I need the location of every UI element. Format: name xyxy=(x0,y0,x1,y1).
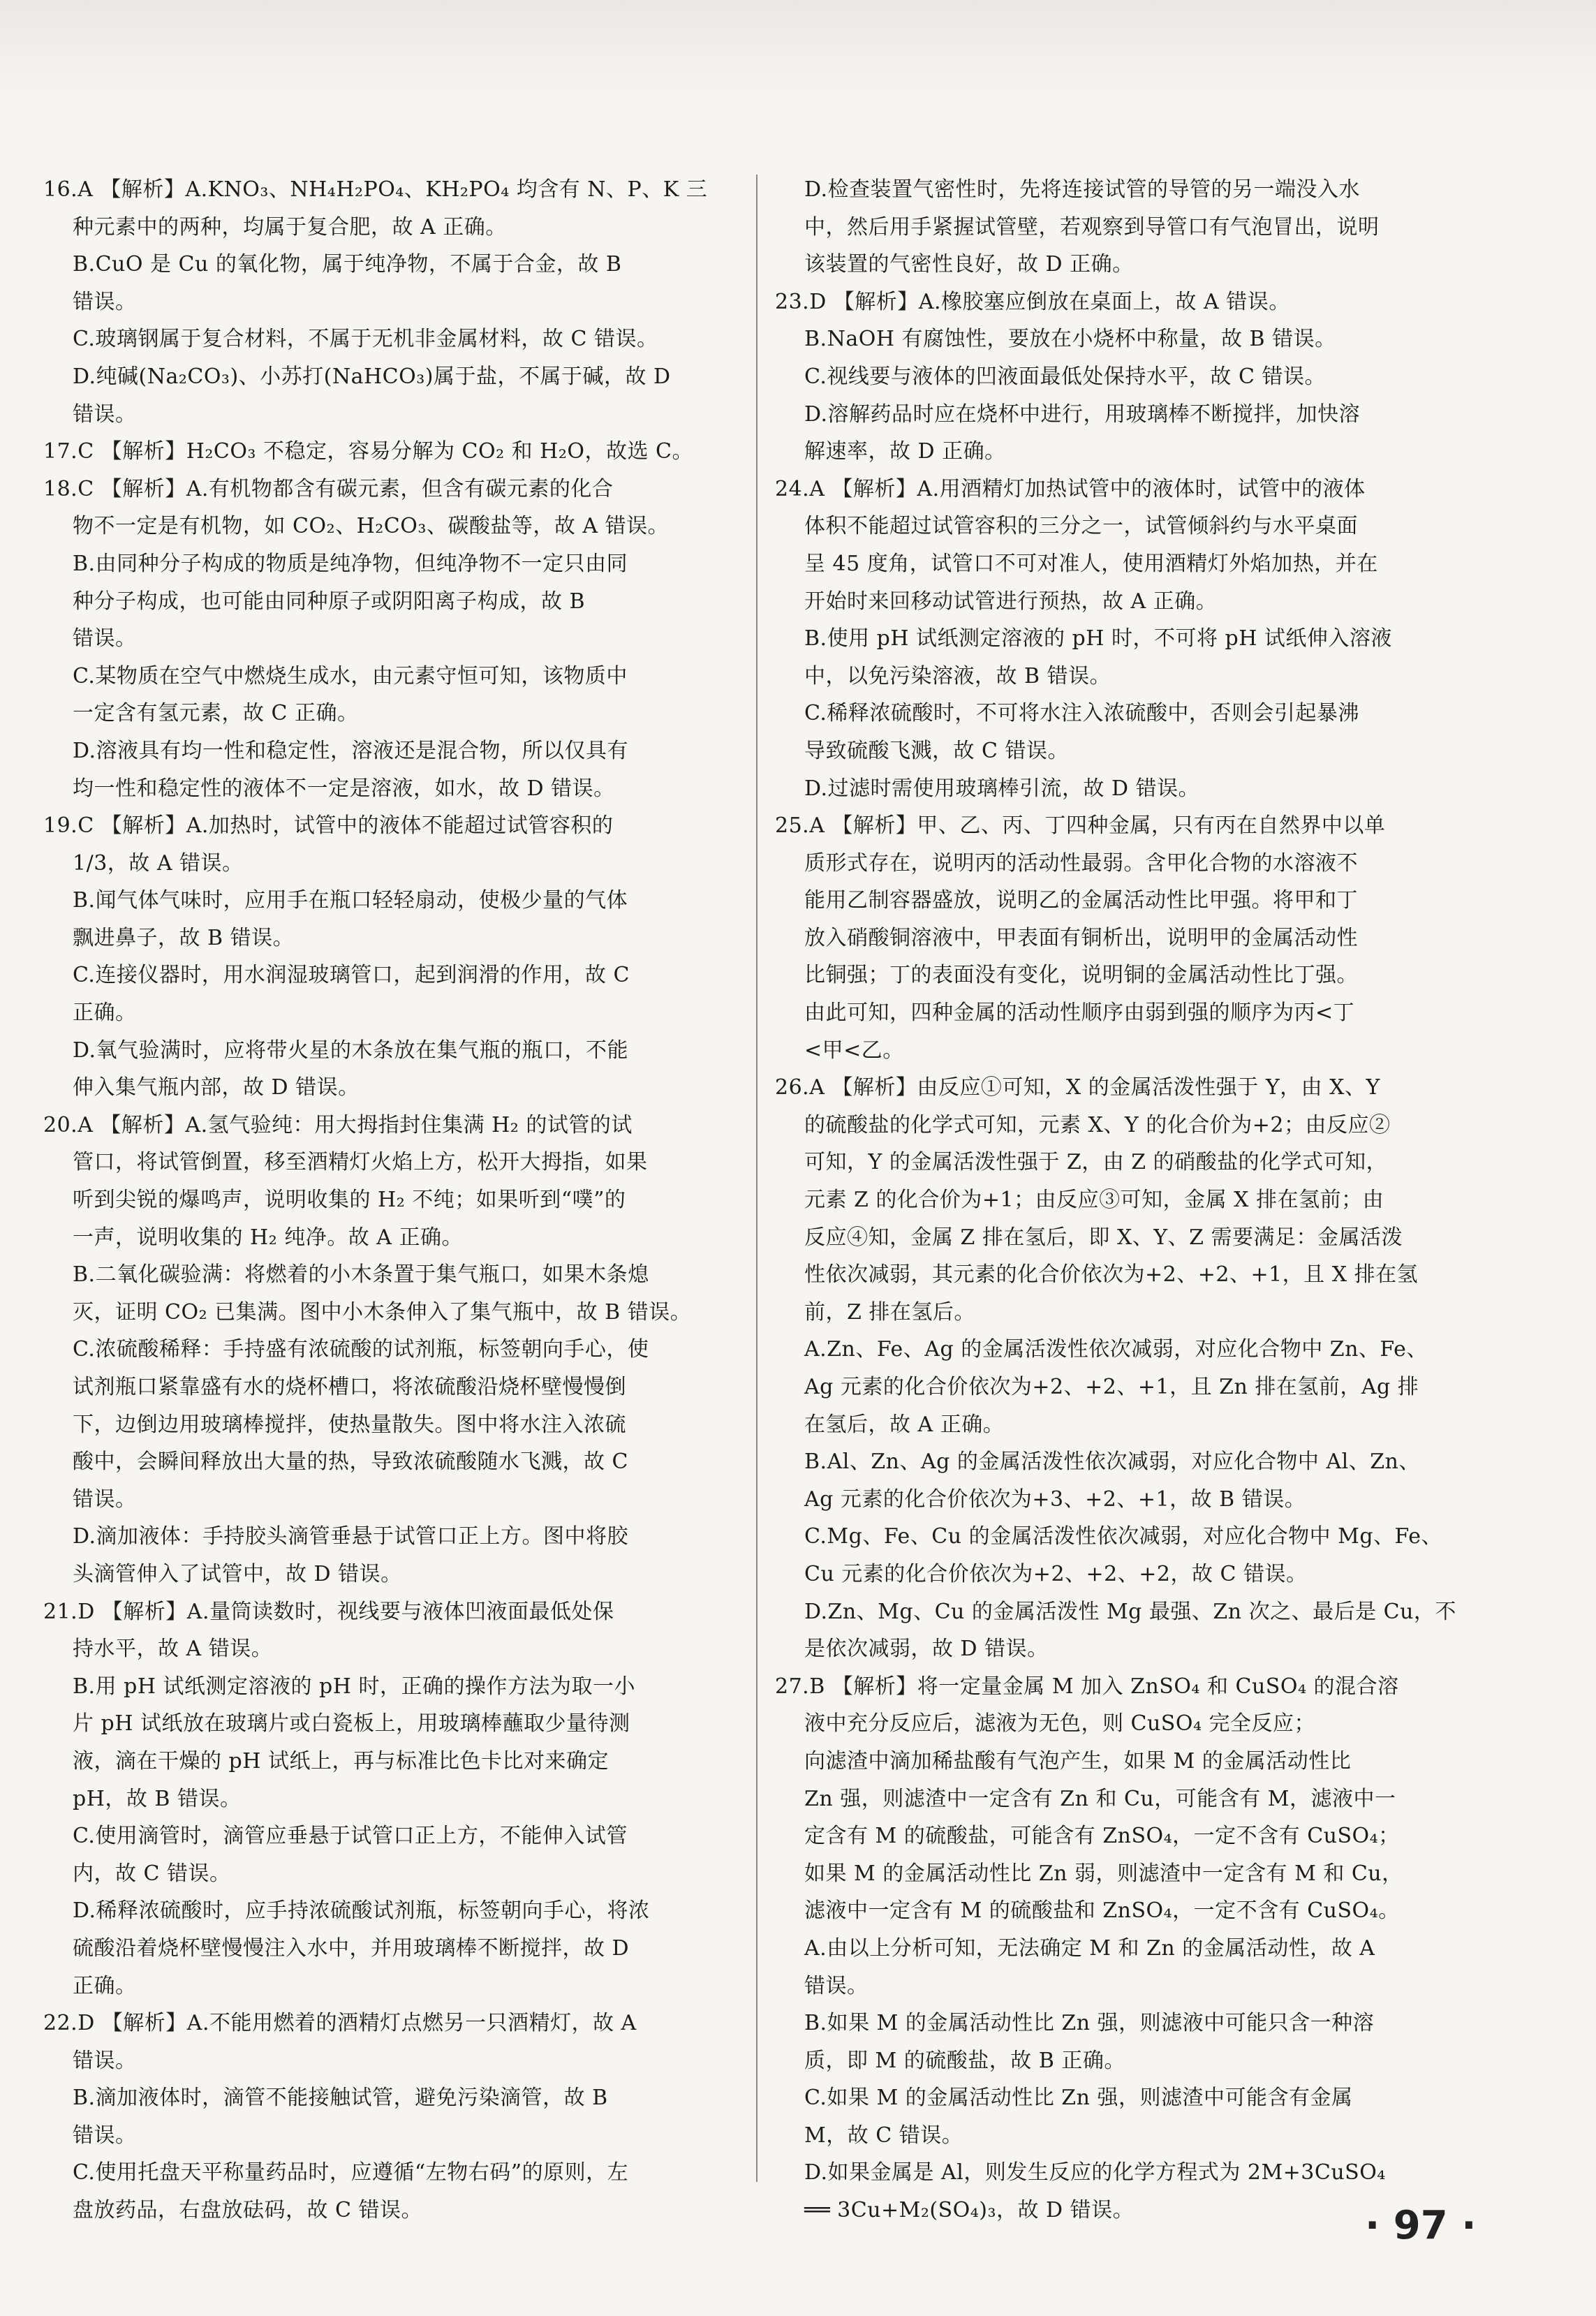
answer-text-line: 在氢后，故 A 正确。 xyxy=(804,1412,1005,1437)
answer-text-line: 滤液中一定含有 M 的硫酸盐和 ZnSO₄，一定不含有 CuSO₄。 xyxy=(804,1898,1400,1924)
answer-text-line: 的硫酸盐的化学式可知，元素 X、Y 的化合价为+2；由反应② xyxy=(804,1112,1391,1137)
answer-text-line: 下，边倒边用玻璃棒搅拌，使热量散失。图中将水注入浓硫 xyxy=(73,1412,626,1437)
answer-text-line: C.连接仪器时，用水润湿玻璃管口，起到润滑的作用，故 C xyxy=(73,963,630,988)
answer-text-line: 向滤渣中滴加稀盐酸有气泡产生，如果 M 的金属活动性比 xyxy=(804,1748,1352,1773)
answer-text-line: 导致硫酸飞溅，故 C 错误。 xyxy=(804,738,1070,763)
answer-text-line: 片 pH 试纸放在玻璃片或白瓷板上，用玻璃棒蘸取少量待测 xyxy=(73,1711,630,1736)
answer-entry xyxy=(775,283,1494,471)
scan-top-shading xyxy=(0,0,1596,105)
answer-text-line: ══ 3Cu+M₂(SO₄)₃，故 D 错误。 xyxy=(804,2198,1135,2223)
answer-text-line: 前，Z 排在氢后。 xyxy=(804,1299,975,1325)
answer-text-line: 错误。 xyxy=(73,2048,137,2073)
answer-text-line: 酸中，会瞬间释放出大量的热，导致浓硫酸随水飞溅，故 C xyxy=(73,1450,628,1475)
answer-entry xyxy=(43,171,762,433)
answer-text-line: 呈 45 度角，试管口不可对准人，使用酒精灯外焰加热，并在 xyxy=(804,551,1378,576)
answer-text-line: B.使用 pH 试纸测定溶液的 pH 时，不可将 pH 试纸伸入溶液 xyxy=(804,626,1392,651)
answer-text-line: 错误。 xyxy=(804,1973,869,1998)
answer-text-line: 性依次减弱，其元素的化合价依次为+2、+2、+1，且 X 排在氢 xyxy=(804,1262,1419,1288)
answer-entry xyxy=(43,471,762,807)
answer-entry xyxy=(43,1107,762,1593)
answer-entry xyxy=(43,807,762,1107)
answer-text-line: B.如果 M 的金属活动性比 Zn 强，则滤液中可能只含一种溶 xyxy=(804,2011,1375,2036)
answer-text-line: 是依次减弱，故 D 错误。 xyxy=(804,1637,1049,1662)
answer-entry xyxy=(775,1069,1494,1668)
answer-text-line: D.过滤时需使用玻璃棒引流，故 D 错误。 xyxy=(804,776,1200,801)
answer-text-line: D.如果金属是 Al，则发生反应的化学方程式为 2M+3CuSO₄ xyxy=(804,2160,1386,2185)
answer-heading-line: 20.A 【解析】A.氢气验纯：用大拇指封住集满 H₂ 的试管的试 xyxy=(43,1112,633,1137)
answer-text-line: 飘进鼻子，故 B 错误。 xyxy=(73,925,295,950)
answer-entry xyxy=(43,1593,762,2005)
answer-text-line: 正确。 xyxy=(73,1973,137,1998)
answer-text-line: B.滴加液体时，滴管不能接触试管，避免污染滴管，故 B xyxy=(73,2086,608,2111)
answer-text-line: 质形式存在，说明丙的活动性最弱。含甲化合物的水溶液不 xyxy=(804,850,1358,876)
answer-text-line: C.Mg、Fe、Cu 的金属活泼性依次减弱，对应化合物中 Mg、Fe、 xyxy=(804,1524,1442,1549)
answer-text-line: D.溶液具有均一性和稳定性，溶液还是混合物，所以仅具有 xyxy=(73,738,629,763)
left-column xyxy=(43,171,762,2229)
answer-text-line: 错误。 xyxy=(73,2123,137,2148)
answer-text-line: 物不一定是有机物，如 CO₂、H₂CO₃、碳酸盐等，故 A 错误。 xyxy=(73,514,670,539)
answer-text-line: 内，故 C 错误。 xyxy=(73,1861,231,1886)
answer-text-line: Zn 强，则滤渣中一定含有 Zn 和 Cu，可能含有 M，滤液中一 xyxy=(804,1786,1396,1811)
answer-entry xyxy=(43,433,762,471)
answer-text-line: C.玻璃钢属于复合材料，不属于无机非金属材料，故 C 错误。 xyxy=(73,327,658,352)
answer-text-line: C.视线要与液体的凹液面最低处保持水平，故 C 错误。 xyxy=(804,364,1326,389)
answer-text-line: 种分子构成，也可能由同种原子或阴阳离子构成，故 B xyxy=(73,589,586,614)
answer-heading-line: 16.A 【解析】A.KNO₃、NH₄H₂PO₄、KH₂PO₄ 均含有 N、P、K 三 xyxy=(43,177,708,202)
answer-text-line: D.纯碱(Na₂CO₃)、小苏打(NaHCO₃)属于盐，不属于碱，故 D xyxy=(73,364,671,389)
answer-entry xyxy=(775,471,1494,807)
answer-entry xyxy=(43,2005,762,2229)
answer-text-line: 一定含有氢元素，故 C 正确。 xyxy=(73,701,359,726)
answer-text-line: B.Al、Zn、Ag 的金属活泼性依次减弱，对应化合物中 Al、Zn、 xyxy=(804,1450,1420,1475)
answer-text-line: B.NaOH 有腐蚀性，要放在小烧杯中称量，故 B 错误。 xyxy=(804,327,1336,352)
answer-text-line: 听到尖锐的爆鸣声，说明收集的 H₂ 不纯；如果听到“噗”的 xyxy=(73,1188,626,1213)
answer-text-line: C.浓硫酸稀释：手持盛有浓硫酸的试剂瓶，标签朝向手心，使 xyxy=(73,1337,649,1362)
answer-text-line: C.某物质在空气中燃烧生成水，由元素守恒可知，该物质中 xyxy=(73,663,628,688)
answer-text-line: C.使用托盘天平称量药品时，应遵循“左物右码”的原则，左 xyxy=(73,2160,629,2185)
answer-heading-line: 19.C 【解析】A.加热时，试管中的液体不能超过试管容积的 xyxy=(43,813,614,839)
answer-heading-line: 21.D 【解析】A.量筒读数时，视线要与液体凹液面最低处保 xyxy=(43,1599,614,1624)
answer-entry xyxy=(775,171,1494,283)
answer-text-line: D.稀释浓硫酸时，应手持浓硫酸试剂瓶，标签朝向手心，将浓 xyxy=(73,1898,650,1924)
answer-text-line: C.如果 M 的金属活动性比 Zn 强，则滤渣中可能含有金属 xyxy=(804,2086,1353,2111)
answer-text-line: 错误。 xyxy=(73,289,137,314)
answer-text-line: 中，然后用手紧握试管壁，若观察到导管口有气泡冒出，说明 xyxy=(804,214,1380,239)
answer-text-line: 种元素中的两种，均属于复合肥，故 A 正确。 xyxy=(73,214,507,239)
answer-text-line: C.使用滴管时，滴管应垂悬于试管口正上方，不能伸入试管 xyxy=(73,1824,628,1849)
answer-text-line: B.用 pH 试纸测定溶液的 pH 时，正确的操作方法为取一小 xyxy=(73,1674,635,1699)
answer-text-line: 开始时来回移动试管进行预热，故 A 正确。 xyxy=(804,589,1218,614)
answer-text-line: 比铜强；丁的表面没有变化，说明铜的金属活动性比丁强。 xyxy=(804,963,1358,988)
answer-heading-line: 24.A 【解析】A.用酒精灯加热试管中的液体时，试管中的液体 xyxy=(775,476,1366,501)
answer-text-line: B.CuO 是 Cu 的氧化物，属于纯净物，不属于合金，故 B xyxy=(73,252,622,277)
answer-text-line: B.由同种分子构成的物质是纯净物，但纯净物不一定只由同 xyxy=(73,551,628,576)
answer-text-line: 伸入集气瓶内部，故 D 错误。 xyxy=(73,1075,360,1100)
answer-text-line: 均一性和稳定性的液体不一定是溶液，如水，故 D 错误。 xyxy=(73,776,615,801)
answer-heading-line: 27.B 【解析】将一定量金属 M 加入 ZnSO₄ 和 CuSO₄ 的混合溶 xyxy=(775,1674,1399,1699)
answer-text-line: 定含有 M 的硫酸盐，可能含有 ZnSO₄，一定不含有 CuSO₄； xyxy=(804,1824,1400,1849)
answer-text-line: 该装置的气密性良好，故 D 正确。 xyxy=(804,252,1134,277)
answer-text-line: 液，滴在干燥的 pH 试纸上，再与标准比色卡比对来确定 xyxy=(73,1748,609,1773)
answer-text-line: 液中充分反应后，滤液为无色，则 CuSO₄ 完全反应； xyxy=(804,1711,1316,1736)
answer-text-line: D.检查装置气密性时，先将连接试管的导管的另一端没入水 xyxy=(804,177,1361,202)
answer-text-line: D.Zn、Mg、Cu 的金属活泼性 Mg 最强、Zn 次之、最后是 Cu，不 xyxy=(804,1599,1456,1624)
answer-text-line: 硫酸沿着烧杯壁慢慢注入水中，并用玻璃棒不断搅拌，故 D xyxy=(73,1935,630,1961)
answer-text-line: 错误。 xyxy=(73,626,137,651)
answer-text-line: 头滴管伸入了试管中，故 D 错误。 xyxy=(73,1561,402,1586)
answer-entry xyxy=(775,1668,1494,2229)
answer-text-line: A.由以上分析可知，无法确定 M 和 Zn 的金属活动性，故 A xyxy=(804,1935,1375,1961)
answer-text-line: <甲<乙。 xyxy=(804,1038,904,1063)
answer-text-line: B.闻气体气味时，应用手在瓶口轻轻扇动，使极少量的气体 xyxy=(73,888,628,913)
answer-text-line: A.Zn、Fe、Ag 的金属活泼性依次减弱，对应化合物中 Zn、Fe、 xyxy=(804,1337,1428,1362)
answer-text-line: 体积不能超过试管容积的三分之一，试管倾斜约与水平桌面 xyxy=(804,514,1358,539)
answer-text-line: Cu 元素的化合价依次为+2、+2、+2，故 C 错误。 xyxy=(804,1561,1308,1586)
answer-text-line: Ag 元素的化合价依次为+2、+2、+1，且 Zn 排在氢前，Ag 排 xyxy=(804,1375,1419,1399)
answer-text-line: C.稀释浓硫酸时，不可将水注入浓硫酸中，否则会引起暴沸 xyxy=(804,701,1359,726)
answer-text-line: 放入硝酸铜溶液中，甲表面有铜析出，说明甲的金属活动性 xyxy=(804,925,1358,950)
answer-text-line: 错误。 xyxy=(73,1487,137,1512)
answer-text-line: 如果 M 的金属活动性比 Zn 弱，则滤渣中一定含有 M 和 Cu， xyxy=(804,1861,1403,1886)
page-number: · 97 · xyxy=(1365,2203,1477,2248)
answer-text-line: 管口，将试管倒置，移至酒精灯火焰上方，松开大拇指，如果 xyxy=(73,1150,648,1175)
answer-text-line: 错误。 xyxy=(73,401,137,427)
answer-heading-line: 26.A 【解析】由反应①可知，X 的金属活泼性强于 Y，由 X、Y xyxy=(775,1075,1380,1100)
answer-text-line: B.二氧化碳验满：将燃着的小木条置于集气瓶口，如果木条熄 xyxy=(73,1262,649,1288)
answer-text-line: pH，故 B 错误。 xyxy=(73,1786,242,1811)
answer-heading-line: 23.D 【解析】A.橡胶塞应倒放在桌面上，故 A 错误。 xyxy=(775,289,1290,314)
answer-text-line: 一声，说明收集的 H₂ 纯净。故 A 正确。 xyxy=(73,1225,463,1250)
answer-text-line: 由此可知，四种金属的活动性顺序由弱到强的顺序为丙<丁 xyxy=(804,1001,1355,1026)
answer-text-line: 持水平，故 A 错误。 xyxy=(73,1637,273,1662)
answer-text-line: 1/3，故 A 错误。 xyxy=(73,850,244,876)
answer-text-line: D.滴加液体：手持胶头滴管垂悬于试管口正上方。图中将胶 xyxy=(73,1524,629,1549)
answer-text-line: 质，即 M 的硫酸盐，故 B 正确。 xyxy=(804,2048,1125,2073)
answer-entry xyxy=(775,807,1494,1069)
answer-text-line: 试剂瓶口紧靠盛有水的烧杯槽口，将浓硫酸沿烧杯壁慢慢倒 xyxy=(73,1375,626,1399)
answer-text-line: 盘放药品，右盘放砝码，故 C 错误。 xyxy=(73,2198,423,2223)
answer-text-line: M，故 C 错误。 xyxy=(804,2123,963,2148)
answer-text-line: 能用乙制容器盛放，说明乙的金属活动性比甲强。将甲和丁 xyxy=(804,888,1358,913)
answer-text-line: 可知，Y 的金属活泼性强于 Z，由 Z 的硝酸盐的化学式可知， xyxy=(804,1150,1388,1175)
answer-heading-line: 22.D 【解析】A.不能用燃着的酒精灯点燃另一只酒精灯，故 A xyxy=(43,2011,637,2036)
answer-text-line: 反应④知，金属 Z 排在氢后，即 X、Y、Z 需要满足：金属活泼 xyxy=(804,1225,1403,1250)
answer-text-line: 元素 Z 的化合价为+1；由反应③可知，金属 X 排在氢前；由 xyxy=(804,1188,1384,1213)
answer-text-line: D.溶解药品时应在烧杯中进行，用玻璃棒不断搅拌，加快溶 xyxy=(804,401,1361,427)
answer-text-line: 解速率，故 D 正确。 xyxy=(804,439,1006,464)
answer-text-line: Ag 元素的化合价依次为+3、+2、+1，故 B 错误。 xyxy=(804,1487,1306,1512)
answer-text-line: D.氧气验满时，应将带火星的木条放在集气瓶的瓶口，不能 xyxy=(73,1038,629,1063)
answer-text-line: 正确。 xyxy=(73,1001,137,1026)
answer-text-line: 中，以免污染溶液，故 B 错误。 xyxy=(804,663,1111,688)
right-column xyxy=(775,171,1494,2229)
answer-text-line: 灭，证明 CO₂ 已集满。图中小木条伸入了集气瓶中，故 B 错误。 xyxy=(73,1299,692,1325)
column-divider xyxy=(756,175,758,2182)
answer-heading-line: 25.A 【解析】甲、乙、丙、丁四种金属，只有丙在自然界中以单 xyxy=(775,813,1386,839)
answer-heading-line: 17.C 【解析】H₂CO₃ 不稳定，容易分解为 CO₂ 和 H₂O，故选 C。 xyxy=(43,439,693,464)
answer-heading-line: 18.C 【解析】A.有机物都含有碳元素，但含有碳元素的化合 xyxy=(43,476,614,501)
